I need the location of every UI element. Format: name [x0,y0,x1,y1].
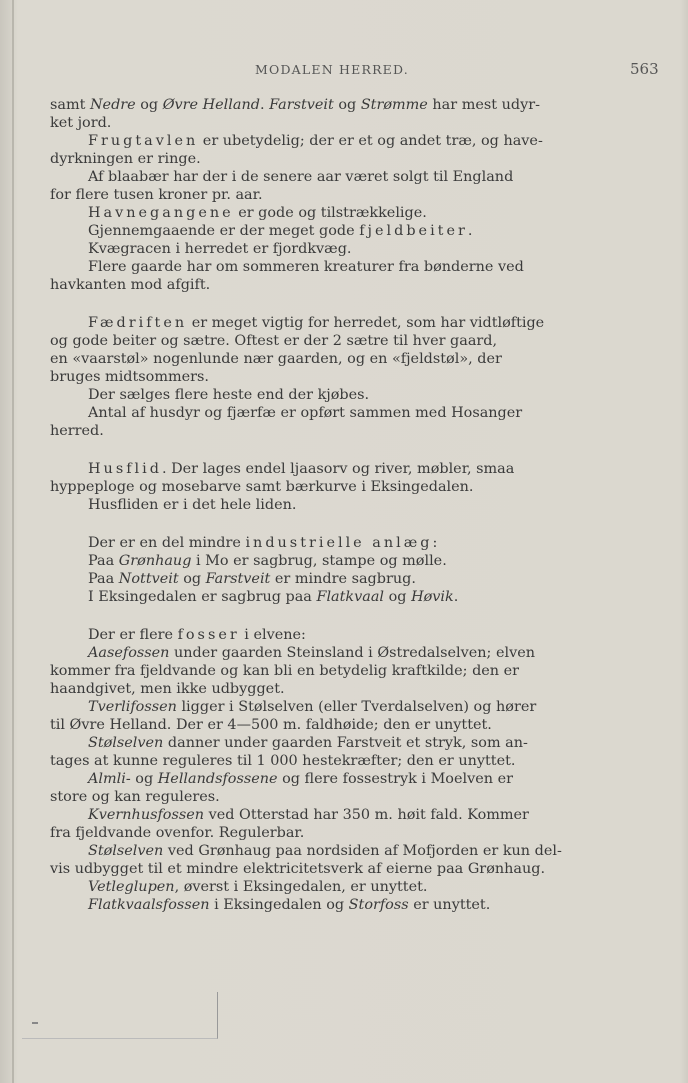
text-line [50,314,575,332]
text-line [50,150,575,168]
italic-text: Flatkvaalsfossen [88,897,210,913]
italic-text: Hellandsfossene [157,771,278,787]
text-run: i elvene: [239,627,306,643]
italic-text: Almli- [88,771,131,787]
italic-text: Aasefossen [88,645,170,661]
text-line [50,662,575,680]
text-line [50,680,575,698]
text-line [50,204,575,222]
text-run: haandgivet, men ikke udbygget. [50,681,285,697]
text-run: . [467,223,473,239]
text-run: er gode og tilstrækkelige. [233,205,427,221]
text-line [50,752,575,770]
text-run: i Eksingedalen og [209,897,349,913]
text-run: Paa [88,571,119,587]
italic-text: Strømme [360,97,428,113]
text-run: og flere fossestryk i Moelven er [277,771,513,787]
text-line [50,842,575,860]
text-run: hyppeploge og mosebarve samt bærkurve i Eksingedalen. [50,479,474,495]
text-run: : [432,535,438,551]
spaced-text: industrielle anlæg [245,535,433,551]
spaced-text: Frugtavlen [88,133,199,149]
text-run: . [453,589,459,605]
text-run: og [130,771,158,787]
text-line [50,496,575,514]
text-run: samt [50,97,90,113]
italic-text: Nedre [89,97,136,113]
italic-text: Nottveit [118,571,179,587]
text-line [50,478,575,496]
italic-text: Vetleglupen [88,879,175,895]
spaced-text: Fædriften [88,315,188,331]
text-run: Antal af husdyr og fjærfæ er opført sammen med Hosanger [88,405,523,421]
text-line [50,460,575,478]
text-line [50,534,575,552]
spaced-text: fjeldbeiter [359,223,468,239]
spaced-text: Havnegangene [88,205,234,221]
text-line [50,588,575,606]
text-run: ligger i Stølselven (eller Tverdalselven) og hører [176,699,537,715]
text-line [50,222,575,240]
text-run: er ubetydelig; der er et og andet træ, og have- [198,133,543,149]
page-header [0,62,688,82]
text-line [50,734,575,752]
text-run: Paa [88,553,119,569]
text-run: I Eksingedalen er sagbrug paa [88,589,317,605]
text-run: og [135,97,163,113]
text-line [50,258,575,276]
italic-text: Øvre Helland [162,97,260,113]
text-line [50,186,575,204]
text-line [50,570,575,588]
text-line [50,860,575,878]
text-run: har mest udyr- [427,97,540,113]
text-run: Gjennemgaaende er der meget gode [88,223,360,239]
paragraph-gap [50,294,575,314]
text-run: Af blaabær har der i de senere aar været solgt til England [88,169,514,185]
running-title: MODALEN HERRED. [255,62,409,77]
italic-text: Høvik [411,589,454,605]
italic-text: Tverlifossen [88,699,177,715]
italic-text: Stølselven [88,735,164,751]
italic-text: Grønhaug [118,553,192,569]
text-run: fra fjeldvande ovenfor. Regulerbar. [50,825,305,841]
text-run: er unyttet. [408,897,491,913]
text-run: er meget vigtig for herredet, som har vidtløftige [187,315,545,331]
text-run: Der er flere [88,627,178,643]
text-run: og [333,97,361,113]
text-line [50,276,575,294]
text-line [50,332,575,350]
italic-text: Kvernhusfossen [88,807,205,823]
text-run: dyrkningen er ringe. [50,151,201,167]
text-run: er mindre sagbrug. [270,571,416,587]
text-run: Der sælges flere heste end der kjøbes. [88,387,370,403]
text-line [50,770,575,788]
spaced-text: fosser [177,627,240,643]
text-line [50,132,575,150]
paragraph-gap [50,440,575,460]
italic-text: Storfoss [348,897,409,913]
text-line [50,698,575,716]
text-run: store og kan reguleres. [50,789,220,805]
text-line [50,368,575,386]
text-line [50,552,575,570]
page-number: 563 [630,60,659,78]
paragraph-gap [50,514,575,534]
italic-text: Stølselven [88,843,164,859]
text-line [50,626,575,644]
text-run: en «vaarstøl» nogenlunde nær gaarden, og en «fjeldstøl», der [50,351,502,367]
italic-text: Farstveit [205,571,271,587]
text-run: i Mo er sagbrug, stampe og mølle. [191,553,447,569]
text-run: og gode beiter og sætre. Oftest er der 2 sætre til hver gaard, [50,333,498,349]
text-line [50,240,575,258]
text-run: ved Otterstad har 350 m. høit fald. Kommer [204,807,529,823]
body-text [50,96,575,914]
text-run: herred. [50,423,104,439]
text-run: til Øvre Helland. Der er 4—500 m. faldhøide; den er unyttet. [50,717,492,733]
text-run: . [259,97,270,113]
text-run: kommer fra fjeldvande og kan bli en betydelig kraftkilde; den er [50,663,520,679]
text-run: bruges midtsommers. [50,369,209,385]
scan-margin-mark [22,992,218,1039]
text-line [50,806,575,824]
text-run: under gaarden Steinsland i Østredalselven; elven [169,645,535,661]
text-run: for flere tusen kroner pr. aar. [50,187,263,203]
text-line [50,644,575,662]
italic-text: Flatkvaal [316,589,385,605]
text-line [50,896,575,914]
text-line [50,716,575,734]
text-run: ved Grønhaug paa nordsiden af Mofjorden er kun del- [163,843,562,859]
text-line [50,422,575,440]
text-line [50,168,575,186]
text-line [50,114,575,132]
text-run: havkanten mod afgift. [50,277,211,293]
text-line [50,96,575,114]
text-run: vis udbygget til et mindre elektricitetsverk af eierne paa Grønhaug. [50,861,546,877]
text-run: danner under gaarden Farstveit et stryk, som an- [163,735,528,751]
text-line [50,350,575,368]
binding-edge [12,0,14,1083]
text-line [50,878,575,896]
text-line [50,404,575,422]
text-run: og [384,589,412,605]
text-run: og [178,571,206,587]
text-run: Kvægracen i herredet er fjordkvæg. [88,241,352,257]
text-line [50,386,575,404]
italic-text: Farstveit [269,97,334,113]
text-run: tages at kunne reguleres til 1 000 hestekræfter; den er unyttet. [50,753,516,769]
text-line [50,824,575,842]
scan-margin-tick [32,1022,38,1024]
text-run: . Der lages endel ljaasorv og river, møbler, smaa [161,461,515,477]
paragraph-gap [50,606,575,626]
text-line [50,788,575,806]
text-run: Der er en del mindre [88,535,246,551]
text-run: Flere gaarde har om sommeren kreaturer fra bønderne ved [88,259,524,275]
text-run: Husfliden er i det hele liden. [88,497,297,513]
text-run: , øverst i Eksingedalen, er unyttet. [174,879,428,895]
text-run: ket jord. [50,115,112,131]
spaced-text: Husflid [88,461,162,477]
